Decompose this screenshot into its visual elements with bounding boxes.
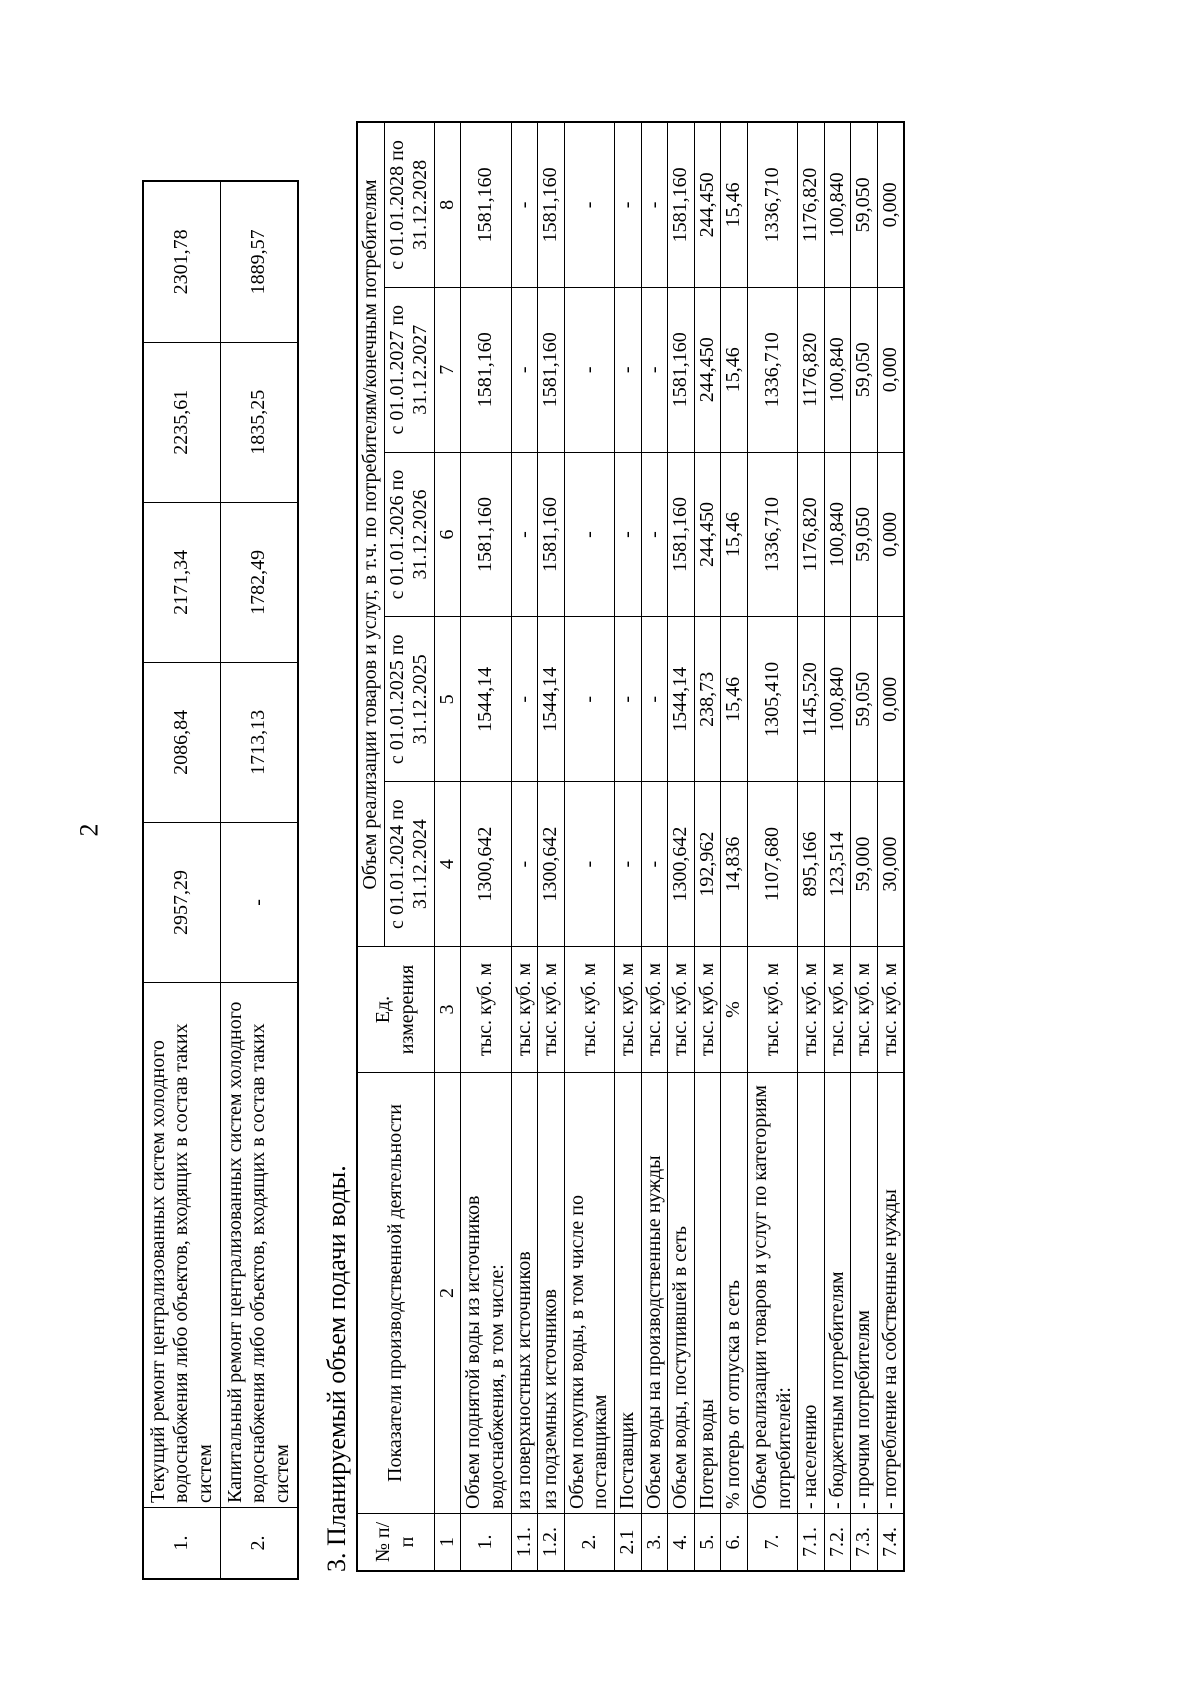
- row-value: 1544,14: [461, 617, 511, 782]
- header-period: с 01.01.2024 по 31.12.2024: [384, 782, 434, 947]
- row-number: 7.: [747, 1513, 797, 1571]
- table-row: [221, 181, 299, 1579]
- row-indicator: из подземных источников: [538, 1073, 565, 1514]
- row-value: 2086,84: [143, 662, 221, 822]
- row-unit: тыс. куб. м: [641, 947, 668, 1073]
- row-unit: тыс. куб. м: [668, 947, 695, 1073]
- row-value: 59,050: [851, 452, 878, 617]
- header-unit: Ед. измерения: [357, 947, 434, 1073]
- row-indicator: - потребление на собственные нужды: [877, 1073, 904, 1514]
- header-period: с 01.01.2026 по 31.12.2026: [384, 452, 434, 617]
- column-number: 5: [434, 617, 461, 782]
- row-value: -: [564, 122, 614, 287]
- row-value: 1176,820: [798, 452, 825, 617]
- section-title: 3. Планируемый объем подачи воды.: [322, 1165, 351, 1572]
- row-number: 7.2.: [824, 1513, 851, 1571]
- row-unit: тыс. куб. м: [614, 947, 641, 1073]
- row-value: 100,840: [824, 122, 851, 287]
- repair-costs-table: [142, 180, 299, 1580]
- row-number: 1.2.: [538, 1513, 565, 1571]
- row-value: 1300,642: [461, 782, 511, 947]
- row-number: 2.1: [614, 1513, 641, 1571]
- row-value: 1713,13: [221, 662, 299, 822]
- row-unit: тыс. куб. м: [511, 947, 538, 1073]
- row-value: 1835,25: [221, 342, 299, 502]
- row-value: -: [511, 122, 538, 287]
- row-value: -: [221, 822, 299, 982]
- row-value: -: [614, 782, 641, 947]
- row-value: 1336,710: [747, 452, 797, 617]
- row-unit: тыс. куб. м: [564, 947, 614, 1073]
- row-number: 1.: [461, 1513, 511, 1571]
- row-indicator: - населению: [798, 1073, 825, 1514]
- table-row: [851, 122, 878, 1571]
- row-value: 59,050: [851, 287, 878, 452]
- row-indicator: Поставщик: [614, 1073, 641, 1514]
- water-supply-table: [356, 121, 905, 1572]
- row-indicator: Объем реализации товаров и услуг по категориям потребителей:: [747, 1073, 797, 1514]
- table-row: [877, 122, 904, 1571]
- column-number: 3: [434, 947, 461, 1073]
- row-value: 123,514: [824, 782, 851, 947]
- row-number: 3.: [641, 1513, 668, 1571]
- column-number: 4: [434, 782, 461, 947]
- row-value: -: [641, 122, 668, 287]
- row-value: 1544,14: [668, 617, 695, 782]
- row-value: 0,000: [877, 287, 904, 452]
- table-row: [694, 122, 721, 1571]
- row-indicator: Объем воды на производственные нужды: [641, 1073, 668, 1514]
- table-row: [511, 122, 538, 1571]
- row-unit: %: [721, 947, 748, 1073]
- row-value: 1300,642: [668, 782, 695, 947]
- row-number: 1.1.: [511, 1513, 538, 1571]
- row-value: 2235,61: [143, 342, 221, 502]
- column-number: 2: [434, 1073, 461, 1514]
- table-row: [721, 122, 748, 1571]
- row-number: 6.: [721, 1513, 748, 1571]
- row-value: 244,450: [694, 122, 721, 287]
- header-volume-group: Объем реализации товаров и услуг, в т.ч. по потребителям/конечным потребителям: [357, 122, 384, 947]
- row-value: 14,836: [721, 782, 748, 947]
- row-value: 100,840: [824, 452, 851, 617]
- table-row: [564, 122, 614, 1571]
- row-value: 244,450: [694, 452, 721, 617]
- row-value: 0,000: [877, 617, 904, 782]
- row-value: 1107,680: [747, 782, 797, 947]
- row-value: 895,166: [798, 782, 825, 947]
- row-value: 1336,710: [747, 122, 797, 287]
- row-unit: тыс. куб. м: [824, 947, 851, 1073]
- row-name: Текущий ремонт централизованных систем холодного водоснабжения либо объектов, входящих в состав таких систем: [143, 983, 221, 1508]
- row-unit: тыс. куб. м: [747, 947, 797, 1073]
- row-value: 1176,820: [798, 287, 825, 452]
- row-value: -: [641, 782, 668, 947]
- row-value: 1581,160: [668, 452, 695, 617]
- row-indicator: из поверхностных источников: [511, 1073, 538, 1514]
- row-value: 2301,78: [143, 181, 221, 342]
- row-value: 244,450: [694, 287, 721, 452]
- page-number: 2: [74, 823, 104, 837]
- row-value: -: [614, 617, 641, 782]
- row-value: 2171,34: [143, 502, 221, 662]
- header-num: № п/п: [357, 1513, 434, 1571]
- row-indicator: Объем поднятой воды из источников водоснабжения, в том числе:: [461, 1073, 511, 1514]
- row-value: 238,73: [694, 617, 721, 782]
- row-value: 15,46: [721, 452, 748, 617]
- row-value: 1581,160: [461, 287, 511, 452]
- row-unit: тыс. куб. м: [851, 947, 878, 1073]
- table-row: [614, 122, 641, 1571]
- table-row: [798, 122, 825, 1571]
- row-value: 59,050: [851, 617, 878, 782]
- table-row: [461, 122, 511, 1571]
- row-value: 1581,160: [668, 287, 695, 452]
- row-value: -: [511, 452, 538, 617]
- row-value: -: [641, 617, 668, 782]
- row-value: 1581,160: [538, 122, 565, 287]
- row-indicator: Объем воды, поступившей в сеть: [668, 1073, 695, 1514]
- table-row: [824, 122, 851, 1571]
- row-number: 4.: [668, 1513, 695, 1571]
- row-unit: тыс. куб. м: [461, 947, 511, 1073]
- row-value: -: [614, 452, 641, 617]
- row-number: 2.: [221, 1508, 299, 1580]
- row-value: 0,000: [877, 122, 904, 287]
- row-value: 1305,410: [747, 617, 797, 782]
- row-value: 15,46: [721, 287, 748, 452]
- row-value: 1544,14: [538, 617, 565, 782]
- row-value: 1889,57: [221, 181, 299, 342]
- row-unit: тыс. куб. м: [538, 947, 565, 1073]
- header-period: с 01.01.2027 по 31.12.2027: [384, 287, 434, 452]
- row-unit: тыс. куб. м: [798, 947, 825, 1073]
- row-unit: тыс. куб. м: [694, 947, 721, 1073]
- row-value: 192,962: [694, 782, 721, 947]
- row-value: 1581,160: [668, 122, 695, 287]
- row-value: 1782,49: [221, 502, 299, 662]
- row-value: -: [564, 617, 614, 782]
- row-value: 1581,160: [538, 287, 565, 452]
- row-name: Капитальный ремонт централизованных систем холодного водоснабжения либо объектов, входящих в состав таких систем: [221, 983, 299, 1508]
- row-number: 5.: [694, 1513, 721, 1571]
- row-value: 1300,642: [538, 782, 565, 947]
- row-value: -: [511, 782, 538, 947]
- row-value: 1581,160: [461, 122, 511, 287]
- row-indicator: Потери воды: [694, 1073, 721, 1514]
- row-number: 7.3.: [851, 1513, 878, 1571]
- column-number: 7: [434, 287, 461, 452]
- header-indicator: Показатели производственной деятельности: [357, 1073, 434, 1514]
- row-value: -: [614, 122, 641, 287]
- row-number: 1.: [143, 1508, 221, 1580]
- row-value: 1176,820: [798, 122, 825, 287]
- row-value: 1581,160: [461, 452, 511, 617]
- row-value: -: [641, 287, 668, 452]
- row-value: 100,840: [824, 287, 851, 452]
- header-period: с 01.01.2025 по 31.12.2025: [384, 617, 434, 782]
- row-value: -: [511, 617, 538, 782]
- row-indicator: - бюджетным потребителям: [824, 1073, 851, 1514]
- row-value: 15,46: [721, 122, 748, 287]
- table-row: [143, 181, 221, 1579]
- row-value: 0,000: [877, 452, 904, 617]
- row-number: 2.: [564, 1513, 614, 1571]
- row-value: -: [564, 287, 614, 452]
- row-value: 59,000: [851, 782, 878, 947]
- row-value: 1581,160: [538, 452, 565, 617]
- table-row: [641, 122, 668, 1571]
- row-value: -: [564, 452, 614, 617]
- row-value: 2957,29: [143, 822, 221, 982]
- row-indicator: % потерь от отпуска в сеть: [721, 1073, 748, 1514]
- row-unit: тыс. куб. м: [877, 947, 904, 1073]
- row-value: 1336,710: [747, 287, 797, 452]
- column-number: 1: [434, 1513, 461, 1571]
- row-value: -: [641, 452, 668, 617]
- row-indicator: - прочим потребителям: [851, 1073, 878, 1514]
- row-value: 100,840: [824, 617, 851, 782]
- row-indicator: Объем покупки воды, в том числе по поставщикам: [564, 1073, 614, 1514]
- row-value: -: [564, 782, 614, 947]
- table-row: [668, 122, 695, 1571]
- row-value: 1145,520: [798, 617, 825, 782]
- table-row: [538, 122, 565, 1571]
- row-value: -: [511, 287, 538, 452]
- row-value: 15,46: [721, 617, 748, 782]
- row-number: 7.4.: [877, 1513, 904, 1571]
- row-value: 59,050: [851, 122, 878, 287]
- row-value: -: [614, 287, 641, 452]
- row-value: 30,000: [877, 782, 904, 947]
- column-number: 8: [434, 122, 461, 287]
- header-period: с 01.01.2028 по 31.12.2028: [384, 122, 434, 287]
- table-row: [747, 122, 797, 1571]
- row-number: 7.1.: [798, 1513, 825, 1571]
- column-number: 6: [434, 452, 461, 617]
